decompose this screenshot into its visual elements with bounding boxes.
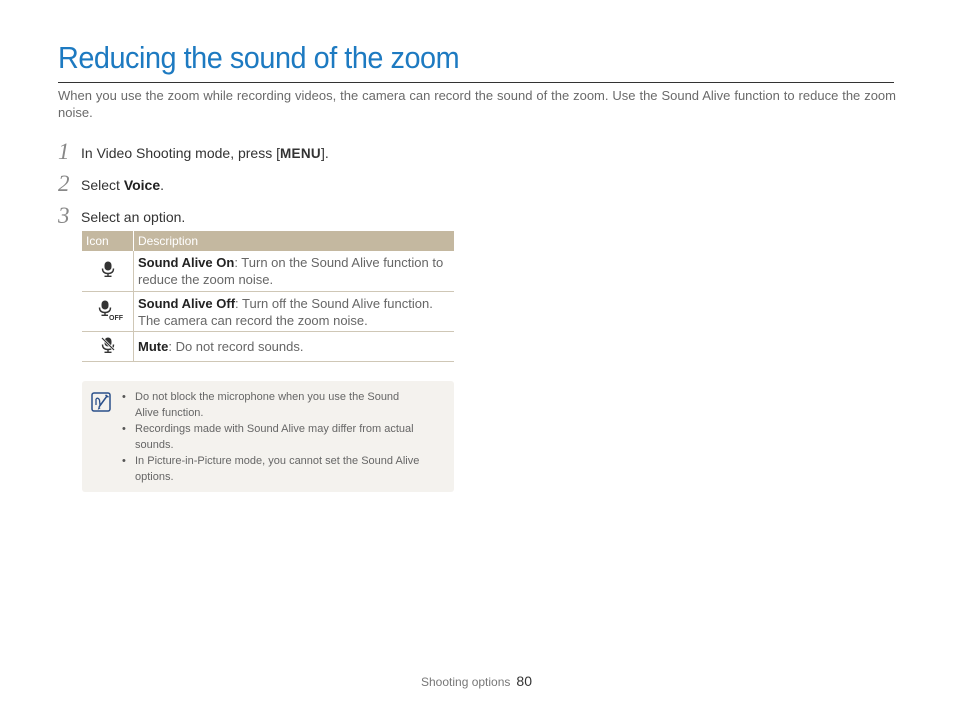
description-cell	[134, 292, 455, 332]
icon-cell	[82, 251, 134, 292]
description-cell	[134, 332, 455, 362]
note-text: In Picture-in-Picture mode, you cannot set the Sound Alive options.	[135, 455, 420, 483]
table-row	[82, 332, 454, 362]
microphone-mute-icon	[99, 336, 117, 354]
voice-option-label: Voice	[123, 177, 161, 193]
page-footer	[421, 673, 532, 689]
page-number: 80	[516, 673, 532, 689]
step-number: 3	[58, 203, 70, 228]
table-row	[82, 292, 454, 332]
description-cell	[134, 251, 455, 292]
list-item	[122, 421, 422, 453]
step-text-after: .	[160, 177, 165, 193]
note-list	[122, 389, 422, 485]
step-text-before: In Video Shooting mode, press [	[81, 145, 280, 161]
bullet: •	[122, 423, 126, 435]
microphone-sound-alive-off-icon	[96, 299, 123, 322]
header-description: Description	[134, 231, 455, 251]
list-item	[122, 453, 422, 485]
bullet: •	[122, 391, 126, 403]
step-text-after: ].	[320, 145, 329, 161]
menu-key: MENU	[279, 146, 321, 161]
option-description: : Do not record sounds.	[168, 339, 304, 354]
bullet: •	[122, 455, 126, 467]
icon-cell	[82, 292, 134, 332]
intro-paragraph: When you use the zoom while recording videos, the camera can record the sound of the zoom. Use the Sound Alive function to reduce the zoom noise.	[58, 88, 896, 120]
step-text-before: Select	[81, 177, 124, 193]
table-row	[82, 251, 454, 292]
microphone-sound-alive-on-icon	[99, 260, 117, 278]
footer-section: Shooting options	[421, 675, 511, 689]
list-item	[122, 389, 422, 421]
step-text	[81, 145, 329, 162]
option-name: Sound Alive On	[138, 255, 235, 270]
step-number: 2	[58, 171, 70, 196]
option-description: : Turn off the Sound Alive function. The camera can record the zoom noise.	[138, 295, 433, 328]
option-name: Sound Alive Off	[138, 295, 236, 311]
options-table	[82, 231, 454, 362]
note-text: Recordings made with Sound Alive may differ from actual sounds.	[135, 423, 414, 451]
header-icon: Icon	[82, 231, 134, 251]
note-box	[82, 381, 454, 492]
off-label: OFF	[108, 314, 123, 322]
option-description: : Turn on the Sound Alive function to reduce the zoom noise.	[138, 255, 444, 287]
table-header-row	[82, 231, 454, 251]
step-number: 1	[58, 139, 70, 164]
icon-cell	[82, 332, 134, 362]
page-title: Reducing the sound of the zoom	[58, 40, 460, 75]
step-text: Select an option.	[81, 209, 186, 225]
option-name: Mute	[138, 339, 169, 354]
step-text	[81, 177, 164, 193]
note-text: Do not block the microphone when you use the Sound Alive function.	[135, 391, 400, 419]
note-pencil-icon	[91, 392, 111, 412]
title-divider	[58, 82, 894, 83]
